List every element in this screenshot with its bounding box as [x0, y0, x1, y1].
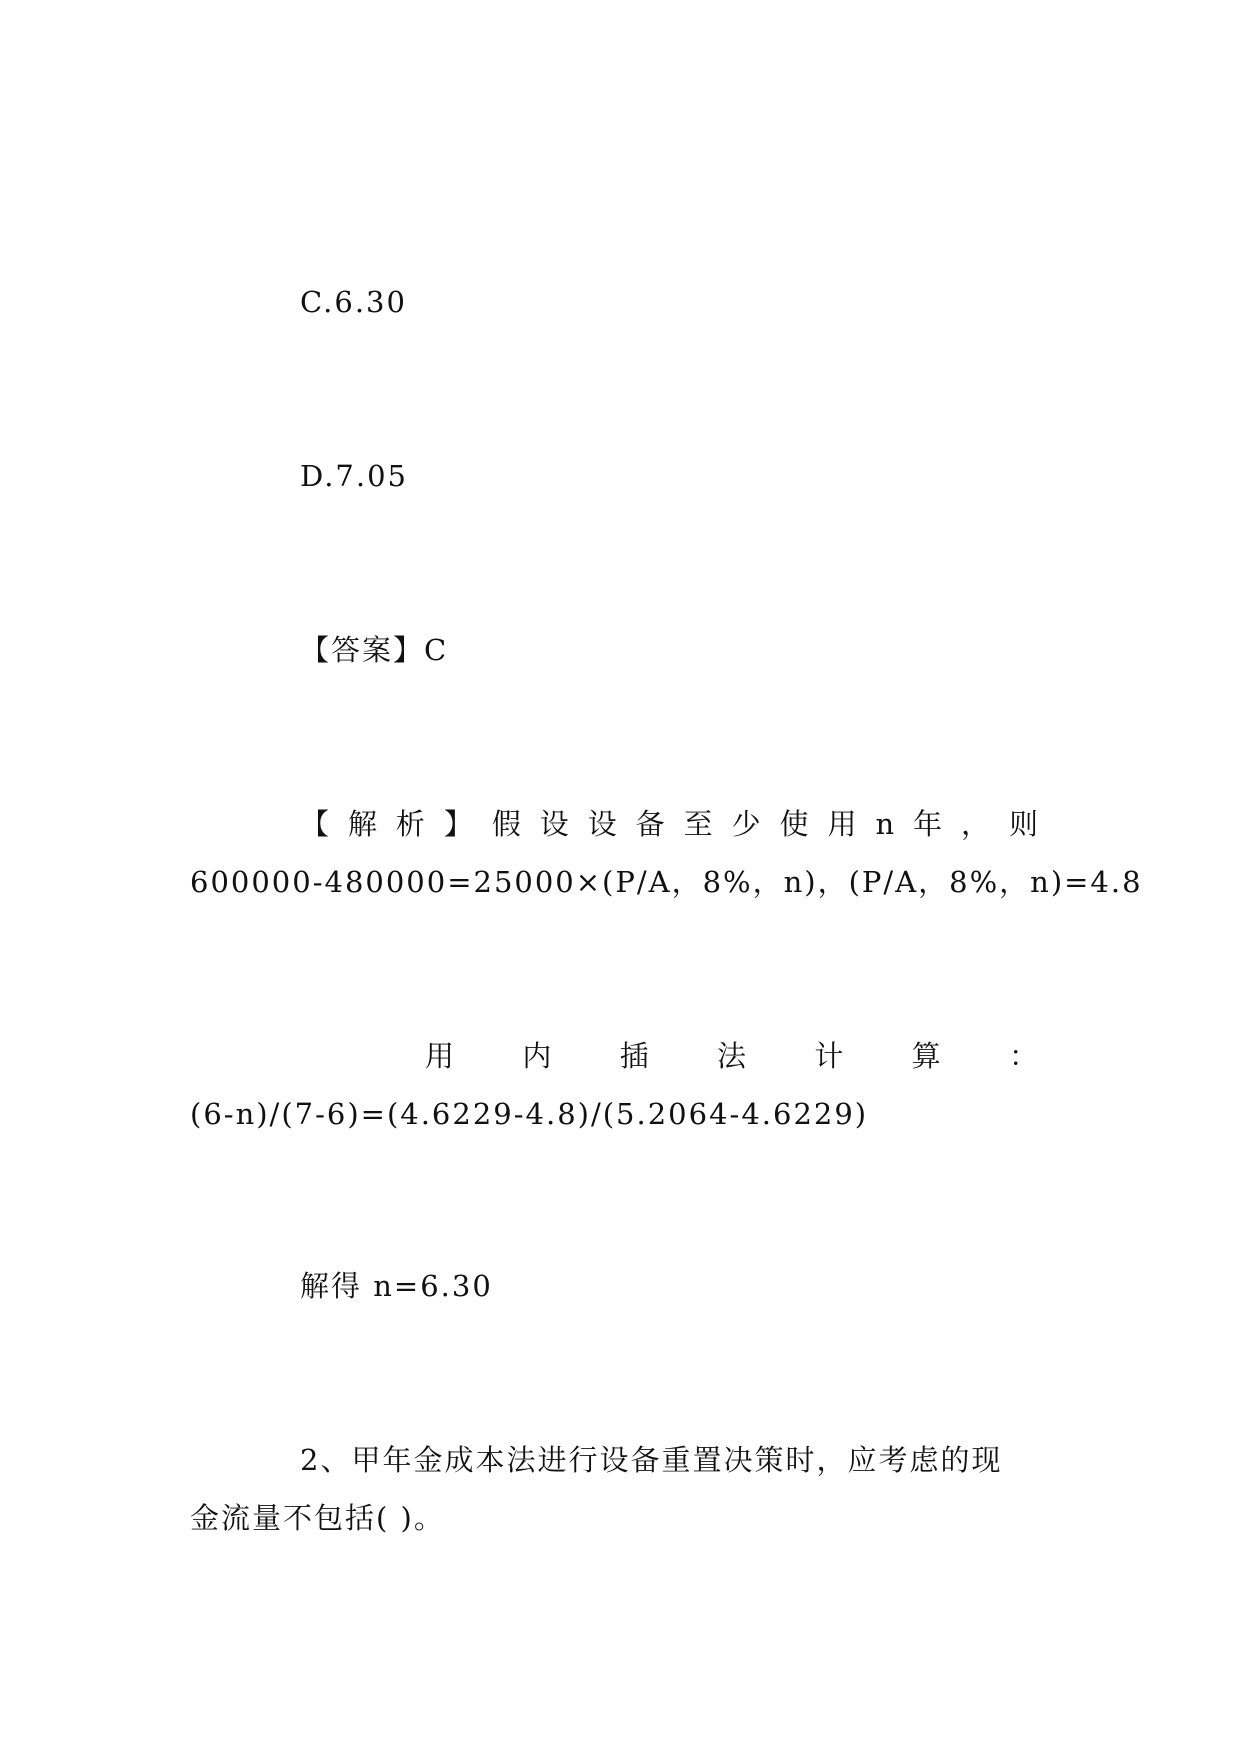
interpolation-token-2: 插 [619, 1039, 651, 1073]
analysis-token-9: 少 [731, 807, 763, 841]
interpolation-token-0: 用 [425, 1039, 457, 1073]
analysis-token-2: 析 [395, 807, 427, 841]
interpolation-token-1: 内 [522, 1039, 554, 1073]
analysis-token-3: 】 [443, 807, 475, 841]
analysis-token-7: 备 [635, 807, 667, 841]
analysis-token-5: 设 [539, 807, 571, 841]
analysis-token-10: 使 [779, 807, 811, 841]
analysis-token-0: 【 [300, 807, 332, 841]
question2-line-1: 2、甲年金成本法进行设备重置决策时，应考虑的现 [300, 1443, 1003, 1477]
interpolation-line-2: (6-n)/(7-6)=(4.6229-4.8)/(5.2064-4.6229) [190, 1097, 869, 1131]
analysis-token-11: 用 [827, 807, 859, 841]
analysis-token-12: n [875, 807, 897, 841]
analysis-token-6: 设 [587, 807, 619, 841]
analysis-token-1: 解 [347, 807, 379, 841]
interpolation-token-6: ： [1008, 1039, 1040, 1073]
interpolation-tokens [425, 1038, 1040, 1074]
analysis-token-14: ， [961, 807, 993, 841]
solution-line: 解得 n=6.30 [300, 1269, 493, 1303]
interpolation-line-1 [425, 1038, 1040, 1074]
interpolation-token-5: 算 [911, 1039, 943, 1073]
analysis-token-13: 年 [913, 807, 945, 841]
option-d: D.7.05 [300, 459, 409, 493]
analysis-token-4: 假 [491, 807, 523, 841]
analysis-tokens [300, 806, 1040, 842]
option-c: C.6.30 [300, 285, 407, 319]
analysis-line-1 [300, 806, 1040, 842]
analysis-token-8: 至 [683, 807, 715, 841]
analysis-token-15: 则 [1008, 807, 1040, 841]
interpolation-token-3: 法 [716, 1039, 748, 1073]
answer-line: 【答案】C [300, 633, 449, 667]
analysis-line-2: 600000-480000=25000×(P/A，8%，n)，(P/A，8%，n)=4.8 [190, 865, 1143, 899]
interpolation-token-4: 计 [814, 1039, 846, 1073]
question2-line-2: 金流量不包括( )。 [190, 1501, 445, 1535]
